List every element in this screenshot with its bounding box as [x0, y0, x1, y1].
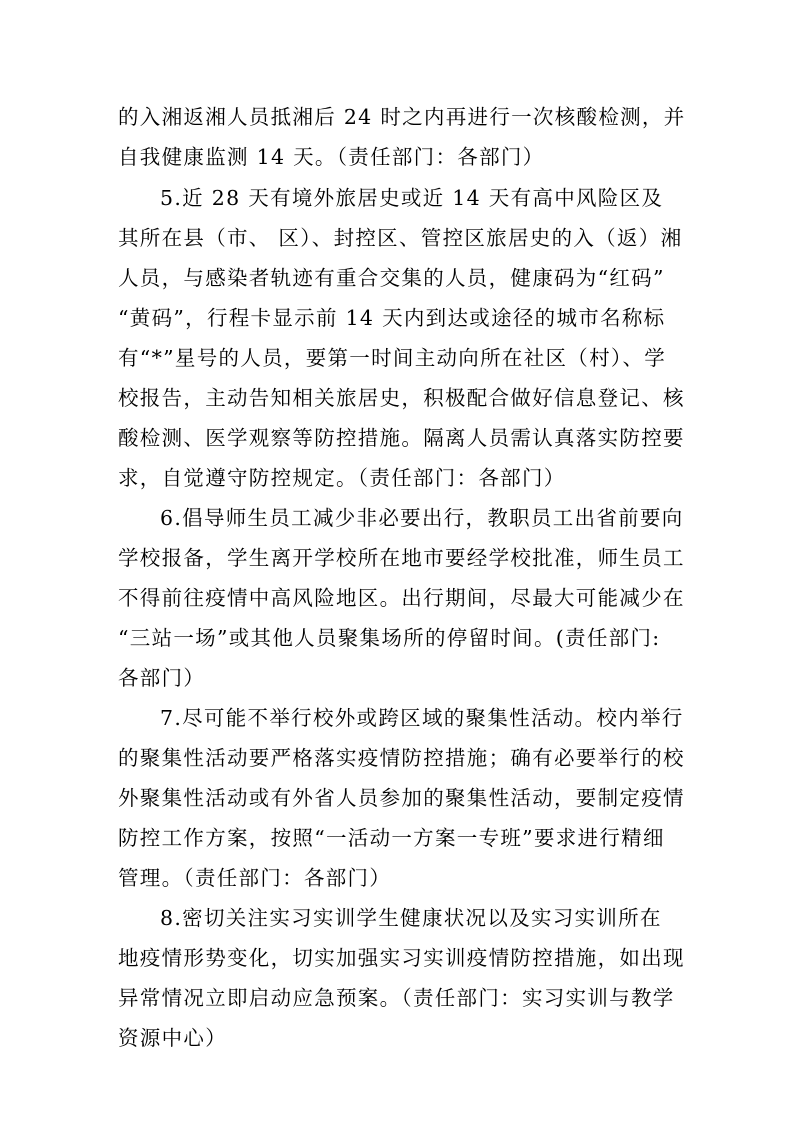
text-line: 6.倡导师生员工减少非必要出行，教职员工出省前要向 [160, 506, 684, 530]
text-line: 校报告，主动告知相关旅居史，积极配合做好信息登记、核 [118, 386, 685, 410]
text-line: 酸检测、医学观察等防控措施。隔离人员需认真落实防控要 [118, 426, 685, 450]
text-line: 自我健康监测 14 天。（责任部门：各部门） [118, 145, 545, 169]
text-line: 异常情况立即启动应急预案。（责任部门：实习实训与教学 [118, 986, 675, 1010]
text-line: 的聚集性活动要严格落实疫情防控措施；确有必要举行的校 [118, 746, 685, 770]
text-line: 管理。（责任部门：各部门） [118, 866, 392, 890]
text-line: 学校报备，学生离开学校所在地市要经学校批准，师生员工 [118, 546, 685, 570]
text-line: 5.近 28 天有境外旅居史或近 14 天有高中风险区及 [160, 186, 664, 210]
text-line: 各部门） [118, 666, 206, 690]
text-line: 8.密切关注实习实训学生健康状况以及实习实训所在 [160, 906, 662, 930]
text-line: “黄码”，行程卡显示前 14 天内到达或途径的城市名称标 [118, 306, 666, 330]
text-line: 其所在县（市、 区）、封控区、管控区旅居史的入（返）湘 [118, 226, 683, 250]
text-line: 7.尽可能不举行校外或跨区域的聚集性活动。校内举行 [160, 706, 684, 730]
text-line: 有“*”星号的人员，要第一时间主动向所在社区（村）、学 [118, 346, 667, 370]
text-line: 防控工作方案，按照“一活动一方案一专班”要求进行精细 [118, 826, 665, 850]
text-line: 资源中心） [118, 1026, 227, 1050]
text-line: 人员，与感染者轨迹有重合交集的人员，健康码为“红码” [118, 266, 665, 290]
text-line: 不得前往疫情中高风险地区。出行期间，尽最大可能减少在 [118, 586, 685, 610]
text-line: 的入湘返湘人员抵湘后 24 时之内再进行一次核酸检测，并 [118, 105, 686, 129]
text-line: 外聚集性活动或有外省人员参加的聚集性活动，要制定疫情 [118, 786, 685, 810]
text-line: “三站一场”或其他人员聚集场所的停留时间。(责任部门: [118, 626, 661, 650]
text-line: 求，自觉遵守防控规定。（责任部门：各部门） [118, 466, 566, 490]
text-line: 地疫情形势变化，切实加强实习实训疫情防控措施，如出现 [118, 946, 685, 970]
